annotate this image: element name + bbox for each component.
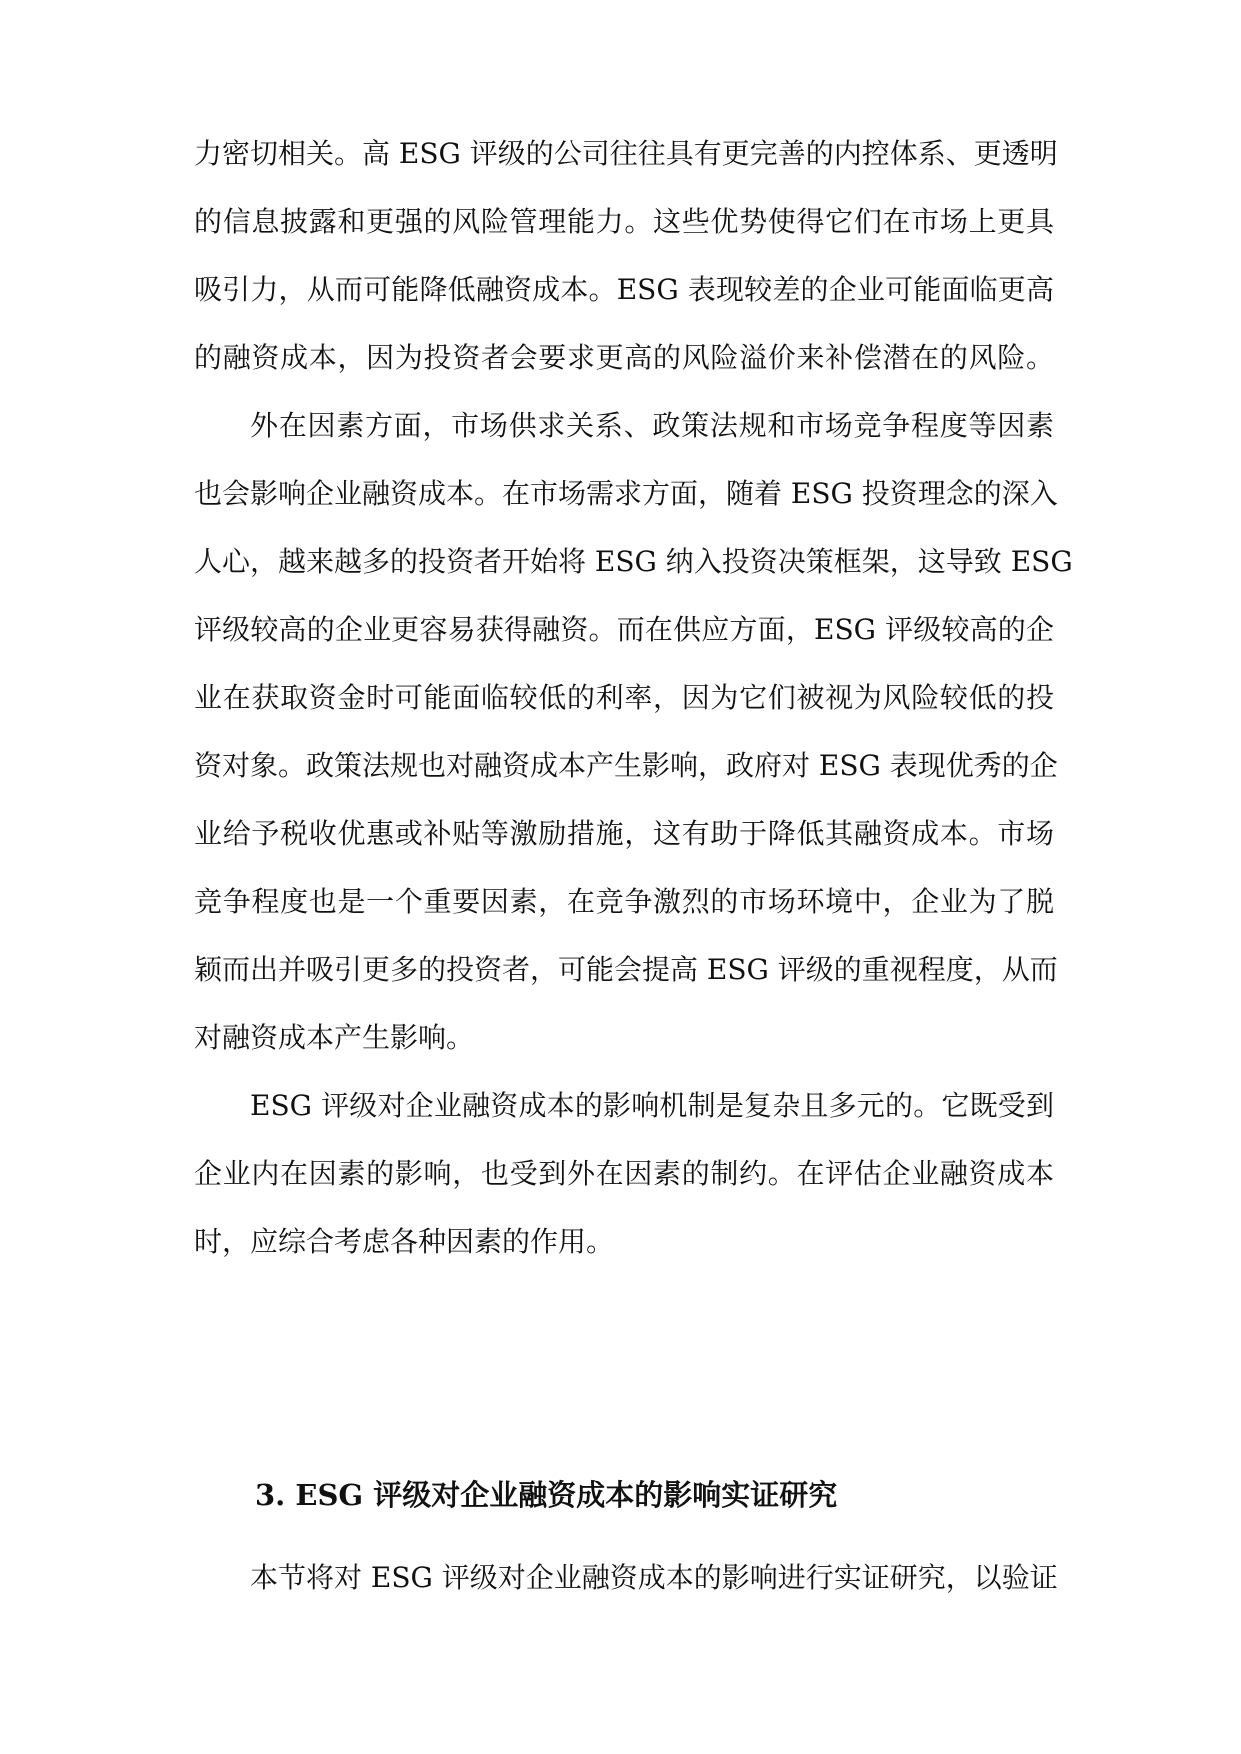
paragraph-2-line-8: 竞争程度也是一个重要因素，在竞争激烈的市场环境中，企业为了脱: [194, 885, 1054, 918]
paragraph-3-line-3: 时，应综合考虑各种因素的作用。: [194, 1225, 615, 1258]
paragraph-3-line-1: ESG 评级对企业融资成本的影响机制是复杂且多元的。它既受到: [250, 1089, 1054, 1122]
paragraph-1-line-2: 的信息披露和更强的风险管理能力。这些优势使得它们在市场上更具: [194, 205, 1054, 238]
paragraph-1-line-1: 力密切相关。高 ESG 评级的公司往往具有更完善的内控体系、更透明: [194, 137, 1058, 170]
paragraph-2-line-6: 资对象。政策法规也对融资成本产生影响，政府对 ESG 表现优秀的企: [194, 749, 1058, 782]
paragraph-2-line-10: 对融资成本产生影响。: [194, 1021, 475, 1054]
paragraph-3-line-2: 企业内在因素的影响，也受到外在因素的制约。在评估企业融资成本: [194, 1157, 1054, 1190]
paragraph-2-line-2: 也会影响企业融资成本。在市场需求方面，随着 ESG 投资理念的深入: [194, 477, 1058, 510]
paragraph-1-line-3: 吸引力，从而可能降低融资成本。ESG 表现较差的企业可能面临更高: [194, 273, 1054, 306]
paragraph-1-line-4: 的融资成本，因为投资者会要求更高的风险溢价来补偿潜在的风险。: [194, 341, 1054, 374]
paragraph-2-line-1: 外在因素方面，市场供求关系、政策法规和市场竞争程度等因素: [250, 409, 1054, 442]
section-heading: 3. ESG 评级对企业融资成本的影响实证研究: [255, 1478, 838, 1512]
paragraph-2-line-9: 颖而出并吸引更多的投资者，可能会提高 ESG 评级的重视程度，从而: [194, 953, 1058, 986]
paragraph-2-line-4: 评级较高的企业更容易获得融资。而在供应方面，ESG 评级较高的企: [194, 613, 1054, 646]
paragraph-2-line-5: 业在获取资金时可能面临较低的利率，因为它们被视为风险较低的投: [194, 681, 1054, 714]
paragraph-2-line-7: 业给予税收优惠或补贴等激励措施，这有助于降低其融资成本。市场: [194, 817, 1054, 850]
final-paragraph-line-1: 本节将对 ESG 评级对企业融资成本的影响进行实证研究，以验证: [250, 1561, 1058, 1594]
paragraph-2-line-3: 人心，越来越多的投资者开始将 ESG 纳入投资决策框架，这导致 ESG: [194, 545, 1073, 578]
